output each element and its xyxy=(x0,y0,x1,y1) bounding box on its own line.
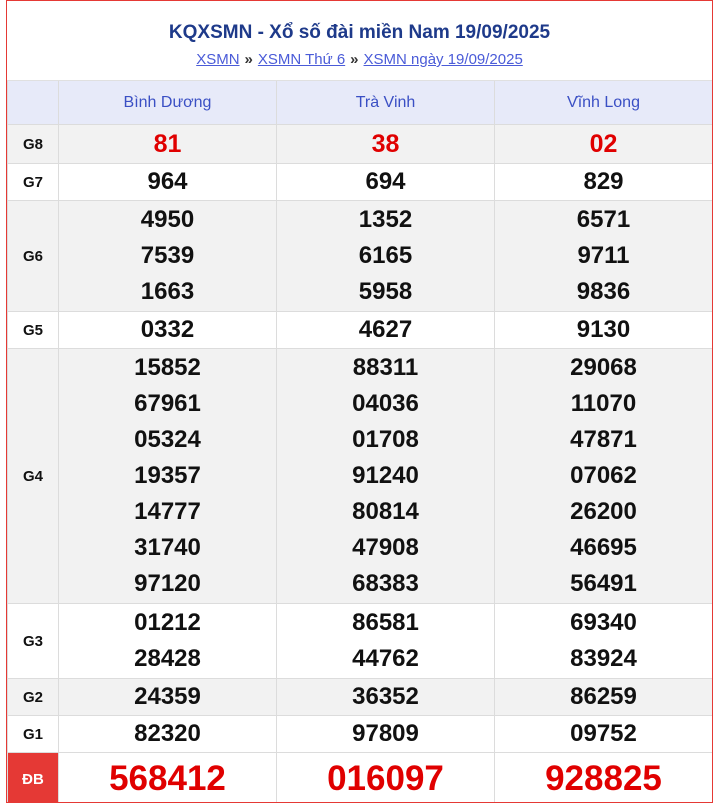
prize-row-g7 xyxy=(8,164,713,201)
result-cell xyxy=(495,201,713,312)
result-number: 36352 xyxy=(352,683,419,710)
result-number: 1663 xyxy=(140,278,195,305)
result-number: 9130 xyxy=(576,316,631,343)
result-number: 86259 xyxy=(570,683,637,710)
prize-row-g4 xyxy=(8,349,713,604)
result-number: 81 xyxy=(153,130,182,158)
prize-row-g2 xyxy=(8,679,713,716)
result-number: 016097 xyxy=(327,759,444,798)
result-number: 0332 xyxy=(140,316,195,343)
result-cell xyxy=(495,164,713,201)
prize-row-db xyxy=(8,753,713,804)
result-number: 82320 xyxy=(134,720,201,747)
result-number: 568412 xyxy=(109,759,226,798)
result-number: 01212 xyxy=(134,609,201,636)
result-number: 19357 xyxy=(134,462,201,489)
result-cell xyxy=(59,753,277,804)
result-number: 88311 xyxy=(352,354,419,381)
result-number: 91240 xyxy=(352,462,419,489)
result-number: 67961 xyxy=(134,390,201,417)
province-header-binh-duong[interactable]: Bình Dương xyxy=(59,81,277,125)
result-cell xyxy=(495,312,713,349)
result-number: 24359 xyxy=(134,683,201,710)
breadcrumb-link-xsmn[interactable]: XSMN xyxy=(196,51,240,68)
result-number: 1352 xyxy=(358,206,413,233)
prize-label: G3 xyxy=(8,604,59,679)
result-number: 928825 xyxy=(545,759,662,798)
province-header-row xyxy=(8,81,713,125)
result-cell xyxy=(59,716,277,753)
breadcrumb-link-xsmn-thu-6[interactable]: XSMN Thứ 6 xyxy=(257,51,346,68)
result-number: 44762 xyxy=(352,645,419,672)
result-cell xyxy=(495,753,713,804)
result-number: 15852 xyxy=(134,354,201,381)
result-number: 4627 xyxy=(358,316,413,343)
result-number: 9711 xyxy=(577,242,630,269)
result-cell xyxy=(59,349,277,604)
result-number: 80814 xyxy=(352,498,419,525)
result-number: 56491 xyxy=(570,570,637,597)
result-number: 83924 xyxy=(570,645,637,672)
result-number: 5958 xyxy=(358,278,413,305)
result-cell xyxy=(277,164,495,201)
prize-label: G8 xyxy=(8,125,59,164)
result-number: 6165 xyxy=(358,242,413,269)
result-cell xyxy=(59,604,277,679)
result-number: 02 xyxy=(589,130,618,158)
breadcrumb-link-xsmn-date[interactable]: XSMN ngày 19/09/2025 xyxy=(363,51,523,68)
result-cell xyxy=(495,604,713,679)
result-cell xyxy=(495,349,713,604)
result-cell xyxy=(277,753,495,804)
result-number: 47908 xyxy=(352,534,419,561)
breadcrumb-separator: » xyxy=(350,51,359,68)
prize-label: G7 xyxy=(8,164,59,201)
result-number: 38 xyxy=(371,130,400,158)
result-number: 31740 xyxy=(134,534,201,561)
result-cell xyxy=(495,679,713,716)
result-number: 09752 xyxy=(570,720,637,747)
result-number: 9836 xyxy=(576,278,631,305)
prize-label: G2 xyxy=(8,679,59,716)
result-number: 68383 xyxy=(352,570,419,597)
page-title: KQXSMN - Xổ số đài miền Nam 19/09/2025 xyxy=(168,22,551,43)
result-number: 28428 xyxy=(134,645,201,672)
result-number: 46695 xyxy=(570,534,637,561)
prize-label: G6 xyxy=(8,201,59,312)
result-cell xyxy=(277,201,495,312)
result-cell xyxy=(59,201,277,312)
result-number: 829 xyxy=(583,168,624,195)
prize-row-g6 xyxy=(8,201,713,312)
result-number: 05324 xyxy=(134,426,201,453)
result-cell xyxy=(277,679,495,716)
result-cell xyxy=(277,604,495,679)
results-table xyxy=(7,81,713,803)
result-number: 97120 xyxy=(134,570,201,597)
result-number: 01708 xyxy=(352,426,419,453)
prize-label: G5 xyxy=(8,312,59,349)
results-body xyxy=(8,125,713,804)
result-number: 69340 xyxy=(570,609,637,636)
result-number: 86581 xyxy=(352,609,419,636)
prize-row-g1 xyxy=(8,716,713,753)
result-cell xyxy=(277,349,495,604)
header-corner-cell xyxy=(8,81,59,125)
breadcrumb xyxy=(7,51,712,69)
prize-label: G4 xyxy=(8,349,59,604)
result-number: 07062 xyxy=(570,462,637,489)
result-number: 11070 xyxy=(570,390,637,417)
prize-row-g3 xyxy=(8,604,713,679)
result-cell xyxy=(59,164,277,201)
result-number: 26200 xyxy=(570,498,637,525)
prize-row-g8 xyxy=(8,125,713,164)
result-cell xyxy=(277,716,495,753)
province-header-vinh-long[interactable]: Vĩnh Long xyxy=(495,81,713,125)
result-number: 14777 xyxy=(134,498,201,525)
result-number: 4950 xyxy=(140,206,195,233)
prize-label: G1 xyxy=(8,716,59,753)
result-number: 964 xyxy=(147,168,188,195)
breadcrumb-separator: » xyxy=(244,51,253,68)
prize-label: ĐB xyxy=(8,753,59,804)
result-cell xyxy=(59,679,277,716)
result-number: 694 xyxy=(365,168,406,195)
result-cell xyxy=(277,125,495,164)
result-number: 29068 xyxy=(570,354,637,381)
result-number: 04036 xyxy=(352,390,419,417)
result-cell xyxy=(495,716,713,753)
result-cell xyxy=(277,312,495,349)
results-header xyxy=(7,1,712,81)
province-header-tra-vinh[interactable]: Trà Vinh xyxy=(277,81,495,125)
result-cell xyxy=(495,125,713,164)
result-cell xyxy=(59,312,277,349)
result-number: 6571 xyxy=(576,206,631,233)
prize-row-g5 xyxy=(8,312,713,349)
result-cell xyxy=(59,125,277,164)
result-number: 47871 xyxy=(570,426,637,453)
result-number: 97809 xyxy=(352,720,419,747)
results-card xyxy=(6,0,713,803)
result-number: 7539 xyxy=(140,242,195,269)
